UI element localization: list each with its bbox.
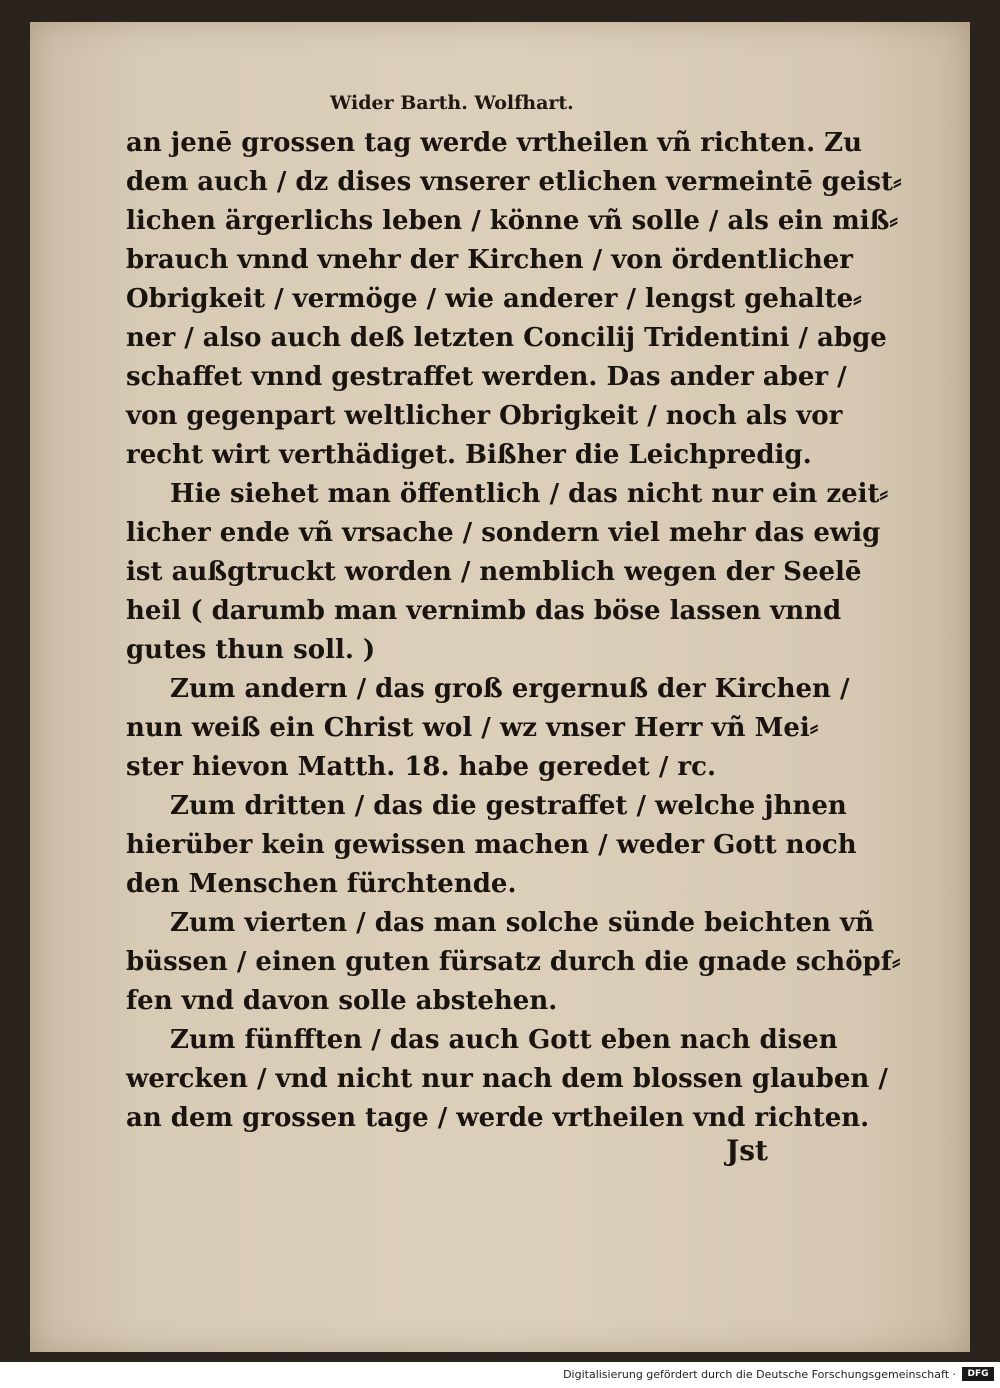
text-line: ner / also auch deß letzten Concilij Tridentini / abge — [126, 323, 887, 353]
text-line: nun weiß ein Christ wol / wz vnser Herr vñ Mei⸗ — [126, 713, 819, 743]
text-line: Zum dritten / das die gestraffet / welche jhnen — [170, 791, 847, 821]
funding-credit: Digitalisierung gefördert durch die Deutsche Forschungsgemeinschaft · — [563, 1368, 956, 1381]
catchword: Jst — [726, 1134, 768, 1167]
text-line: ist außgtruckt worden / nemblich wegen der Seelē — [126, 557, 862, 587]
text-line: an dem grossen tage / werde vrtheilen vnd richten. — [126, 1103, 870, 1133]
running-head: Wider Barth. Wolfhart. — [330, 92, 574, 114]
text-line: schaffet vnnd gestraffet werden. Das ander aber / — [126, 362, 847, 392]
text-line: hierüber kein gewissen machen / weder Gott noch — [126, 830, 857, 860]
text-line: fen vnd davon solle abstehen. — [126, 986, 558, 1016]
text-line: brauch vnnd vnehr der Kirchen / von ördentlicher — [126, 245, 853, 275]
text-line: licher ende vñ vrsache / sondern viel mehr das ewig — [126, 518, 881, 548]
text-line: Obrigkeit / vermöge / wie anderer / lengst gehalte⸗ — [126, 284, 862, 314]
text-line: an jenē grossen tag werde vrtheilen vñ richten. Zu — [126, 128, 863, 158]
text-line: recht wirt verthädiget. Bißher die Leichpredig. — [126, 440, 812, 470]
text-line: Hie siehet man öffentlich / das nicht nur ein zeit⸗ — [170, 479, 889, 509]
text-line: dem auch / dz dises vnserer etlichen vermeintē geist⸗ — [126, 167, 902, 197]
book-page — [30, 22, 970, 1352]
paragraph — [126, 904, 901, 1021]
text-line: den Menschen fürchtende. — [126, 869, 517, 899]
text-line: heil ( darumb man vernimb das böse lassen vnnd — [126, 596, 842, 626]
footer-bar — [0, 1362, 1000, 1388]
text-line: Zum andern / das groß ergernuß der Kirchen / — [170, 674, 850, 704]
text-line: ster hievon Matth. 18. habe geredet / rc. — [126, 752, 717, 782]
text-line: Zum vierten / das man solche sünde beichten vñ — [170, 908, 875, 938]
dfg-logo-icon: DFG — [962, 1367, 994, 1381]
text-line: gutes thun soll. ) — [126, 635, 376, 665]
paragraph — [126, 475, 889, 670]
body-text — [126, 124, 902, 1138]
text-line: wercken / vnd nicht nur nach dem blossen glauben / — [126, 1064, 888, 1094]
text-line: büssen / einen guten fürsatz durch die gnade schöpf⸗ — [126, 947, 901, 977]
text-line: lichen ärgerlichs leben / könne vñ solle / als ein miß⸗ — [126, 206, 899, 236]
paragraph — [126, 670, 850, 787]
paragraph — [126, 787, 857, 904]
paragraph — [126, 1021, 888, 1138]
paragraph — [126, 124, 902, 475]
text-line: von gegenpart weltlicher Obrigkeit / noch als vor — [126, 401, 843, 431]
text-line: Zum fünfften / das auch Gott eben nach disen — [170, 1025, 838, 1055]
